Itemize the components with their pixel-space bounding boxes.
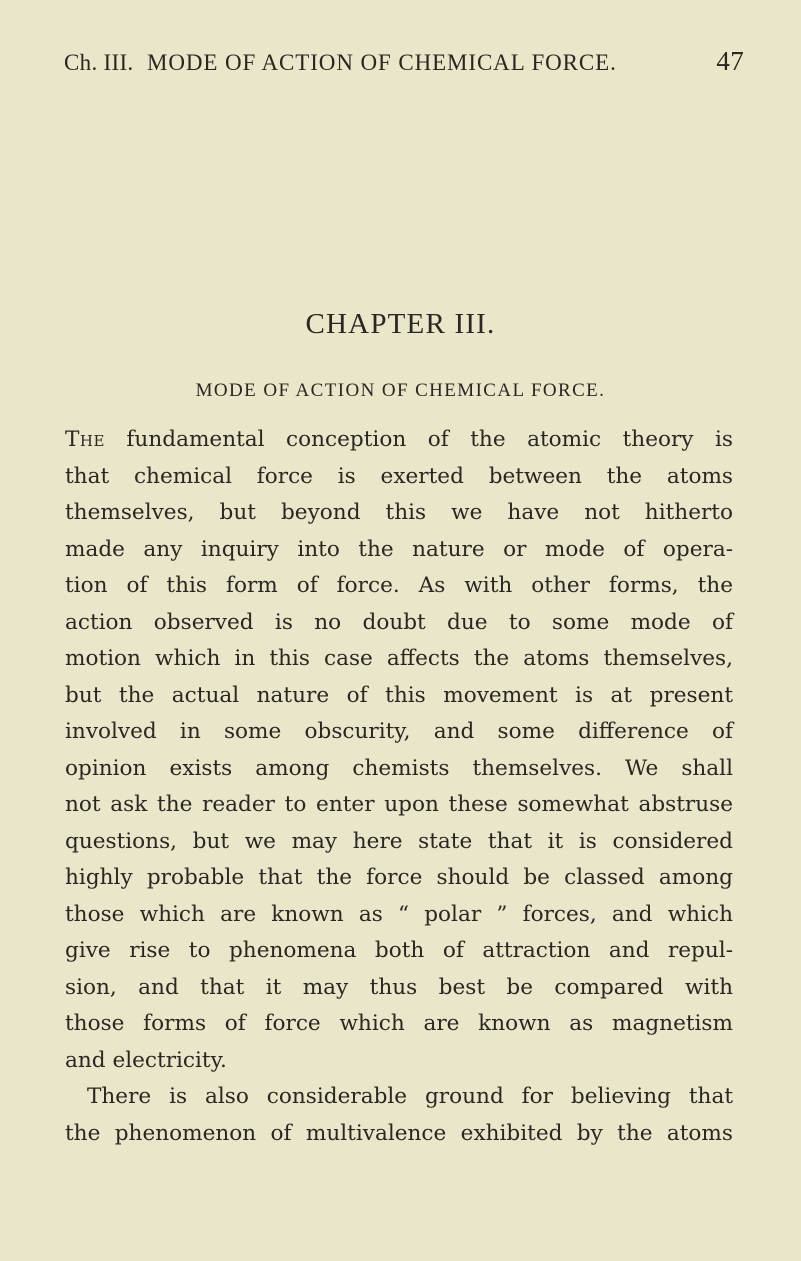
- text-line: questions, but we may here state that it is considered: [65, 828, 733, 854]
- text-line: sion, and that it may thus best be compared with: [65, 974, 733, 1000]
- chapter-heading: CHAPTER III.: [305, 308, 496, 340]
- text-line: involved in some obscurity, and some difference of: [65, 719, 733, 744]
- text-line: give rise to phenomena both of attraction and repul-: [65, 938, 733, 963]
- text-line: opinion exists among chemists themselves. We shall: [65, 755, 733, 781]
- text-line: and electricity.: [65, 1047, 227, 1073]
- text-line: The fundamental conception of the atomic theory is: [65, 427, 733, 452]
- text-line: but the actual nature of this movement is at present: [65, 682, 733, 708]
- text-line: those forms of force which are known as magnetism: [65, 1011, 733, 1036]
- text-line: action observed is no doubt due to some mode of: [65, 609, 733, 635]
- chapter-subtitle: MODE OF ACTION OF CHEMICAL FORCE.: [195, 380, 606, 401]
- text-line: made any inquiry into the nature or mode of opera-: [65, 536, 733, 562]
- text-line: highly probable that the force should be classed among: [65, 865, 733, 890]
- text-line: themselves, but beyond this we have not hitherto: [65, 500, 733, 525]
- running-head-title: MODE OF ACTION OF CHEMICAL FORCE.: [147, 50, 617, 75]
- page-number: 47: [716, 46, 744, 76]
- text-line: tion of this form of force. As with other forms, the: [65, 573, 733, 598]
- body-text: [65, 422, 733, 1152]
- text-line: that chemical force is exerted between the atoms: [65, 463, 733, 489]
- text-line: those which are known as “ polar ” forces, and which: [65, 901, 733, 927]
- running-head: [64, 46, 744, 80]
- text-line: the phenomenon of multivalence exhibited by the atoms: [65, 1120, 733, 1146]
- text-line: There is also considerable ground for believing that: [87, 1084, 733, 1109]
- text-line: not ask the reader to enter upon these somewhat abstruse: [65, 792, 733, 817]
- lead-word: The: [65, 427, 105, 452]
- text-line: motion which in this case affects the atoms themselves,: [65, 646, 733, 671]
- running-head-chapter: Ch. III.: [64, 50, 134, 75]
